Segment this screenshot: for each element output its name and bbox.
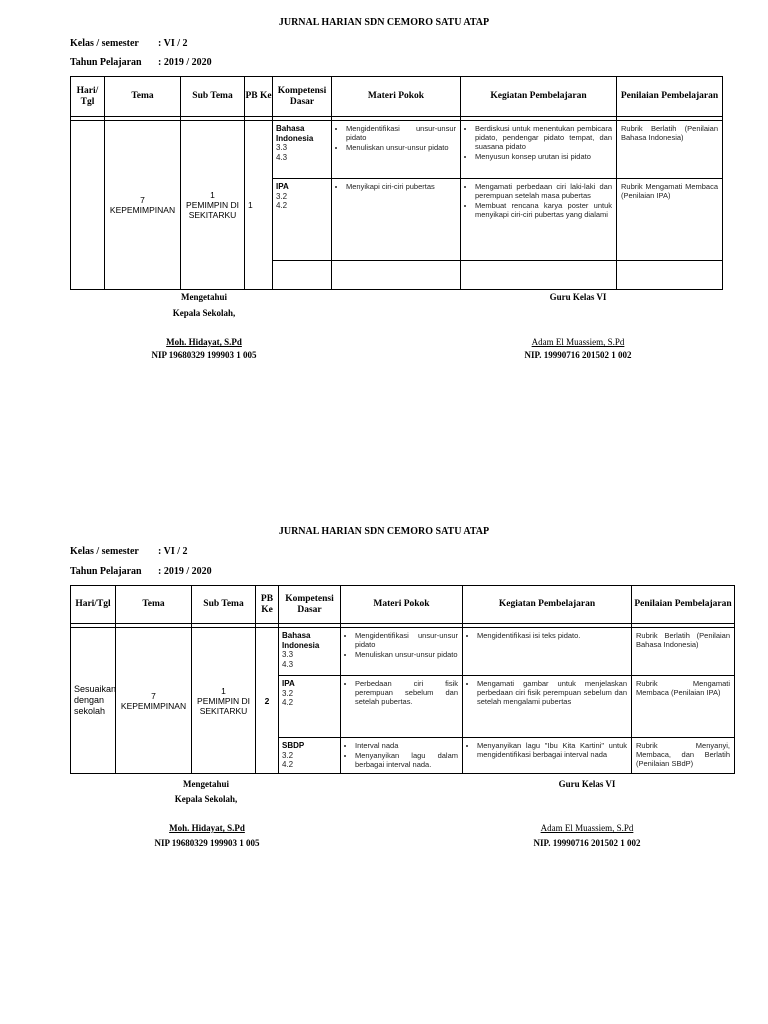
journal-1-row-bindo xyxy=(71,121,723,179)
penilaian-cell: Rubrik Berlatih (Penilaian Bahasa Indonesia) xyxy=(632,628,735,676)
pb-cell: 1 xyxy=(245,121,273,290)
materi-item: • Perbedaan ciri fisik perempuan sebelum dan setelah pubertas. xyxy=(355,679,458,706)
tema-name: KEPEMIMPINAN xyxy=(109,205,176,215)
kd-code: 4.2 xyxy=(282,760,294,769)
journal-2-kelas-value: : VI / 2 xyxy=(158,546,188,557)
journal-1-guru-nip: NIP. 19990716 201502 1 002 xyxy=(524,350,632,360)
journal-1-guru-label: Guru Kelas VI xyxy=(549,292,607,302)
journal-1-title: JURNAL HARIAN SDN CEMORO SATU ATAP xyxy=(278,17,490,28)
header-penilaian: Penilaian Pembelajaran xyxy=(632,586,735,624)
penilaian-cell: Rubrik Menyanyi, Membaca, dan Berlatih (Penilaian SBdP) xyxy=(632,738,735,774)
hari-cell xyxy=(71,121,105,290)
journal-2-table xyxy=(70,585,735,774)
subtema-cell xyxy=(192,628,256,774)
kegiatan-item: • Mengidentifikasi isi teks pidato. xyxy=(477,631,627,640)
kd-subject: IPA xyxy=(282,679,295,688)
journal-1-mengetahui: Mengetahui xyxy=(181,292,227,302)
header-subtema: Sub Tema xyxy=(181,77,245,117)
kegiatan-item: • Berdiskusi untuk menentukan pembicara pidato, pendengar pidato tempat, dan suasana pidato xyxy=(475,124,612,151)
materi-item: • Menyikapi ciri-ciri pubertas xyxy=(346,182,456,191)
materi-cell xyxy=(341,628,463,676)
kd-subject: IPA xyxy=(276,182,289,191)
journal-1-kepala-nip: NIP 19680329 199903 1 005 xyxy=(151,350,257,360)
header-kegiatan: Kegiatan Pembelajaran xyxy=(463,586,632,624)
materi-item: • Menyanyikan lagu dalam berbagai interval nada. xyxy=(355,751,458,769)
subtema-number: 1 xyxy=(210,190,215,200)
kegiatan-item: • Membuat rencana karya poster untuk menyikapi ciri-ciri pubertas yang dialami xyxy=(475,201,612,219)
header-tema: Tema xyxy=(116,586,192,624)
kegiatan-cell xyxy=(461,179,617,261)
journal-2-title: JURNAL HARIAN SDN CEMORO SATU ATAP xyxy=(278,526,490,537)
journal-2-mengetahui: Mengetahui xyxy=(183,779,229,789)
kd-code: 3.2 xyxy=(282,750,294,760)
kd-cell xyxy=(273,121,332,179)
journal-2-header-row xyxy=(71,586,735,624)
subtema-cell xyxy=(181,121,245,290)
materi-item: • Menuliskan unsur-unsur pidato xyxy=(355,650,458,659)
penilaian-cell: Rubrik Berlatih (Penilaian Bahasa Indonesia) xyxy=(617,121,723,179)
kegiatan-item: • Menyusun konsep urutan isi pidato xyxy=(475,152,612,161)
header-tema: Tema xyxy=(105,77,181,117)
penilaian-cell: Rubrik Mengamati Membaca (Penilaian IPA) xyxy=(617,179,723,261)
kegiatan-cell xyxy=(463,738,632,774)
header-materi: Materi Pokok xyxy=(341,586,463,624)
materi-cell xyxy=(341,738,463,774)
kd-subject: Bahasa Indonesia xyxy=(276,124,314,143)
header-kd: Kompetensi Dasar xyxy=(273,77,332,117)
header-hari: Hari/ Tgl xyxy=(71,77,105,117)
materi-cell xyxy=(341,676,463,738)
journal-1-header-row xyxy=(71,77,723,117)
kd-code: 3.2 xyxy=(276,191,288,201)
journal-1-kelas-value: : VI / 2 xyxy=(158,38,188,49)
journal-2-tahun-value: : 2019 / 2020 xyxy=(158,566,212,577)
header-subtema: Sub Tema xyxy=(192,586,256,624)
kd-cell xyxy=(273,179,332,261)
journal-2-tahun-label: Tahun Pelajaran xyxy=(70,566,142,577)
materi-item: • Mengidentifikasi unsur-unsur pidato xyxy=(346,124,456,142)
kegiatan-item: • Mengamati gambar untuk menjelaskan perbedaan ciri fisik perempuan sebelum dan setelah mengalami pubertas xyxy=(477,679,627,706)
penilaian-cell: Rubrik Mengamati Membaca (Penilaian IPA) xyxy=(632,676,735,738)
header-kd: Kompetensi Dasar xyxy=(279,586,341,624)
header-penilaian: Penilaian Pembelajaran xyxy=(617,77,723,117)
tema-name: KEPEMIMPINAN xyxy=(120,700,187,711)
materi-cell xyxy=(332,121,461,179)
kd-code: 4.2 xyxy=(282,698,294,707)
subtema-number: 1 xyxy=(221,685,226,696)
journal-1-kepala-name: Moh. Hidayat, S.Pd xyxy=(166,337,242,347)
kd-code: 3.2 xyxy=(282,688,294,698)
kd-code: 4.2 xyxy=(276,201,288,210)
tema-cell xyxy=(116,628,192,774)
kd-code: 3.3 xyxy=(282,650,294,659)
journal-1-tahun-label: Tahun Pelajaran xyxy=(70,57,142,68)
kegiatan-cell xyxy=(463,676,632,738)
kd-code: 3.3 xyxy=(276,143,288,152)
journal-1-guru-name: Adam El Muassiem, S.Pd xyxy=(531,337,625,347)
journal-1-tahun-value: : 2019 / 2020 xyxy=(158,57,212,68)
header-pb: PB Ke xyxy=(256,586,279,624)
kd-code: 4.3 xyxy=(282,659,294,669)
header-kegiatan: Kegiatan Pembelajaran xyxy=(461,77,617,117)
tema-cell xyxy=(105,121,181,290)
materi-cell xyxy=(332,179,461,261)
kegiatan-cell xyxy=(461,121,617,179)
header-pb: PB Ke xyxy=(245,77,273,117)
kd-cell xyxy=(279,738,341,774)
subtema-name: PEMIMPIN DI SEKITARKU xyxy=(197,695,250,716)
header-materi: Materi Pokok xyxy=(332,77,461,117)
journal-1-kepala-label: Kepala Sekolah, xyxy=(172,308,236,318)
kd-subject: SBDP xyxy=(282,741,305,750)
journal-2-kelas-label: Kelas / semester xyxy=(70,546,139,557)
journal-2-row-bindo xyxy=(71,628,735,676)
journal-2-guru-label: Guru Kelas VI xyxy=(558,779,616,789)
materi-item: • Mengidentifikasi unsur-unsur pidato xyxy=(355,631,458,649)
journal-2-guru-nip: NIP. 19990716 201502 1 002 xyxy=(533,838,641,848)
kd-cell xyxy=(279,676,341,738)
journal-1-table xyxy=(70,76,723,290)
journal-2-kepala-name: Moh. Hidayat, S.Pd xyxy=(169,823,245,833)
journal-2-guru-name: Adam El Muassiem, S.Pd xyxy=(540,823,634,833)
journal-2-kepala-nip: NIP 19680329 199903 1 005 xyxy=(154,838,260,848)
kegiatan-item: • Mengamati perbedaan ciri laki-laki dan perempuan setelah masa pubertas xyxy=(475,182,612,200)
header-hari: Hari/Tgl xyxy=(71,586,116,624)
materi-item: • Interval nada xyxy=(355,741,458,750)
materi-item: • Menuliskan unsur-unsur pidato xyxy=(346,143,456,152)
kd-code: 4.3 xyxy=(276,152,288,162)
journal-1-kelas-label: Kelas / semester xyxy=(70,38,139,49)
kd-subject: Bahasa Indonesia xyxy=(282,631,320,650)
kd-cell xyxy=(279,628,341,676)
pb-cell: 2 xyxy=(256,628,279,774)
kegiatan-item: • Menyanyikan lagu "Ibu Kita Kartini" untuk mengidentifikasi berbagai interval nada xyxy=(477,741,627,759)
kegiatan-cell xyxy=(463,628,632,676)
journal-2-kepala-label: Kepala Sekolah, xyxy=(174,794,238,804)
subtema-name: PEMIMPIN DI SEKITARKU xyxy=(186,200,239,220)
tema-number: 7 xyxy=(140,195,145,205)
hari-cell: Sesuaikan dengan sekolah xyxy=(71,628,116,774)
tema-number: 7 xyxy=(151,690,156,701)
